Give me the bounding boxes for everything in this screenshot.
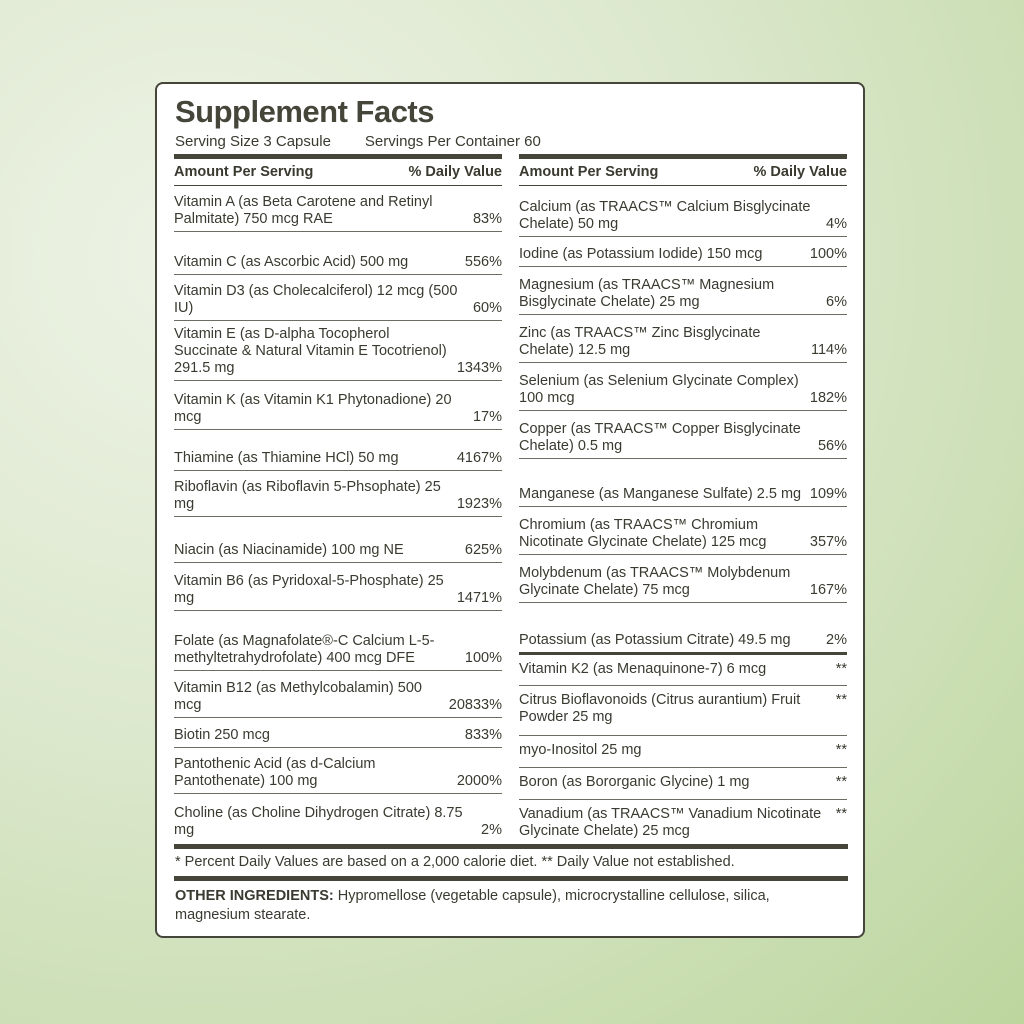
nutrient-row	[174, 671, 502, 718]
nutrient-row	[174, 471, 502, 517]
servings-per-container: Servings Per Container 60	[364, 133, 541, 150]
serving-size: Serving Size 3 Capsule	[175, 133, 331, 150]
daily-value: 17%	[472, 409, 502, 425]
daily-value: 833%	[464, 727, 502, 743]
daily-value: **	[835, 692, 847, 708]
nutrient-name: Folate (as Magnafolate®-C Calcium L-5-methyltetrahydrofolate) 400 mcg DFE	[174, 633, 435, 666]
daily-value: 109%	[809, 486, 847, 502]
nutrient-name: Zinc (as TRAACS™ Zinc Bisglycinate Chelate) 12.5 mg	[519, 325, 761, 358]
nutrient-name: Vitamin B6 (as Pyridoxal-5-Phosphate) 25 mg	[174, 573, 444, 606]
nutrient-name: Manganese (as Manganese Sulfate) 2.5 mg	[519, 486, 802, 502]
nutrient-name: Pantothenic Acid (as d-Calcium Pantothenate) 100 mg	[174, 756, 376, 789]
nutrient-row	[519, 315, 847, 363]
left-column	[174, 154, 502, 842]
nutrient-row	[519, 736, 847, 768]
nutrient-name: Magnesium (as TRAACS™ Magnesium Bisglycinate Chelate) 25 mg	[519, 277, 775, 310]
footnote-bottom-rule	[174, 876, 848, 881]
daily-value: 2%	[826, 632, 847, 648]
nutrient-row	[174, 611, 502, 671]
nutrient-name: Potassium (as Potassium Citrate) 49.5 mg	[519, 632, 791, 648]
amount-header: Amount Per Serving	[174, 164, 314, 180]
daily-value: 83%	[472, 211, 502, 227]
nutrient-name: Vitamin K2 (as Menaquinone-7) 6 mcg	[519, 661, 767, 677]
daily-value: 6%	[826, 294, 847, 310]
daily-value: 167%	[809, 582, 847, 598]
nutrient-row	[519, 186, 847, 237]
dv-header: % Daily Value	[408, 164, 502, 180]
footnote-top-rule	[174, 844, 848, 849]
nutrient-name: Citrus Bioflavonoids (Citrus aurantium) Fruit Powder 25 mg	[519, 692, 801, 725]
nutrient-row	[519, 603, 847, 652]
daily-value: 100%	[464, 650, 502, 666]
nutrient-name: Selenium (as Selenium Glycinate Complex) 100 mcg	[519, 373, 799, 406]
nutrient-name: Choline (as Choline Dihydrogen Citrate) 8.75 mg	[174, 805, 463, 838]
nutrient-name: Chromium (as TRAACS™ Chromium Nicotinate Glycinate Chelate) 125 mcg	[519, 517, 767, 550]
nutrient-name: Vitamin E (as D-alpha Tocopherol Succinate & Natural Vitamin E Tocotrienol) 291.5 mg	[174, 326, 447, 376]
daily-value: 182%	[809, 390, 847, 406]
daily-value: 357%	[809, 534, 847, 550]
serving-info	[175, 133, 541, 150]
nutrient-row	[519, 507, 847, 555]
nutrient-name: Copper (as TRAACS™ Copper Bisglycinate Chelate) 0.5 mg	[519, 421, 801, 454]
nutrient-row	[174, 321, 502, 381]
daily-value: 4167%	[456, 450, 502, 466]
daily-value: 100%	[809, 246, 847, 262]
dv-header: % Daily Value	[753, 164, 847, 180]
daily-value: **	[835, 774, 847, 790]
nutrient-row	[519, 411, 847, 459]
nutrient-row	[174, 563, 502, 611]
daily-value: 1343%	[456, 360, 502, 376]
amount-header: Amount Per Serving	[519, 164, 659, 180]
nutrient-row	[174, 232, 502, 275]
nutrient-name: Biotin 250 mcg	[174, 727, 270, 743]
nutrient-row	[519, 768, 847, 800]
nutrient-name: Vitamin A (as Beta Carotene and Retinyl Palmitate) 750 mcg RAE	[174, 194, 433, 227]
daily-value: 1923%	[456, 496, 502, 512]
right-column	[519, 154, 847, 850]
column-header	[519, 159, 847, 186]
nutrient-row	[174, 186, 502, 232]
nutrient-name: Vitamin B12 (as Methylcobalamin) 500 mcg	[174, 680, 422, 713]
daily-value: 2000%	[456, 773, 502, 789]
other-ingredients	[175, 887, 825, 925]
panel-title: Supplement Facts	[175, 94, 434, 129]
daily-value: **	[835, 661, 847, 677]
daily-value: **	[835, 806, 847, 822]
nutrient-row	[519, 459, 847, 507]
nutrient-row	[519, 655, 847, 686]
nutrient-name: myo-Inositol 25 mg	[519, 742, 642, 758]
nutrient-name: Vitamin C (as Ascorbic Acid) 500 mg	[174, 254, 409, 270]
nutrient-row	[519, 686, 847, 736]
nutrient-row	[174, 275, 502, 321]
daily-value: 60%	[472, 300, 502, 316]
daily-value: **	[835, 742, 847, 758]
daily-value: 2%	[481, 822, 502, 838]
daily-value: 556%	[464, 254, 502, 270]
nutrient-name: Vanadium (as TRAACS™ Vanadium Nicotinate Glycinate Chelate) 25 mcg	[519, 806, 822, 839]
nutrient-name: Riboflavin (as Riboflavin 5-Phsophate) 25 mg	[174, 479, 441, 512]
nutrient-name: Iodine (as Potassium Iodide) 150 mcg	[519, 246, 763, 262]
nutrient-row	[519, 237, 847, 267]
nutrient-row	[519, 800, 847, 850]
other-ingredients-label: OTHER INGREDIENTS:	[175, 888, 334, 904]
nutrient-row	[174, 718, 502, 748]
footnote: * Percent Daily Values are based on a 2,000 calorie diet. ** Daily Value not established.	[175, 854, 735, 870]
nutrient-name: Calcium (as TRAACS™ Calcium Bisglycinate Chelate) 50 mg	[519, 199, 811, 232]
nutrient-name: Niacin (as Niacinamide) 100 mg NE	[174, 542, 404, 558]
daily-value: 56%	[817, 438, 847, 454]
nutrient-name: Vitamin D3 (as Cholecalciferol) 12 mcg (500 IU)	[174, 283, 458, 316]
nutrient-name: Boron (as Bororganic Glycine) 1 mg	[519, 774, 750, 790]
nutrient-name: Thiamine (as Thiamine HCl) 50 mg	[174, 450, 399, 466]
daily-value: 625%	[464, 542, 502, 558]
daily-value: 20833%	[448, 697, 502, 713]
nutrient-row	[519, 555, 847, 603]
daily-value: 114%	[810, 342, 847, 358]
daily-value: 4%	[826, 216, 847, 232]
nutrient-row	[174, 381, 502, 430]
column-header	[174, 159, 502, 186]
nutrient-row	[174, 430, 502, 471]
nutrient-row	[174, 794, 502, 842]
nutrient-row	[519, 363, 847, 411]
supplement-facts-panel	[155, 82, 865, 938]
nutrient-row	[174, 517, 502, 563]
daily-value: 1471%	[456, 590, 502, 606]
other-ingredients-text: Hypromellose (vegetable capsule), microcrystalline cellulose, silica, magnesium stearate.	[175, 888, 770, 923]
nutrient-row	[174, 748, 502, 794]
nutrient-row	[519, 267, 847, 315]
nutrient-name: Vitamin K (as Vitamin K1 Phytonadione) 20 mcg	[174, 392, 452, 425]
nutrient-name: Molybdenum (as TRAACS™ Molybdenum Glycinate Chelate) 75 mcg	[519, 565, 791, 598]
